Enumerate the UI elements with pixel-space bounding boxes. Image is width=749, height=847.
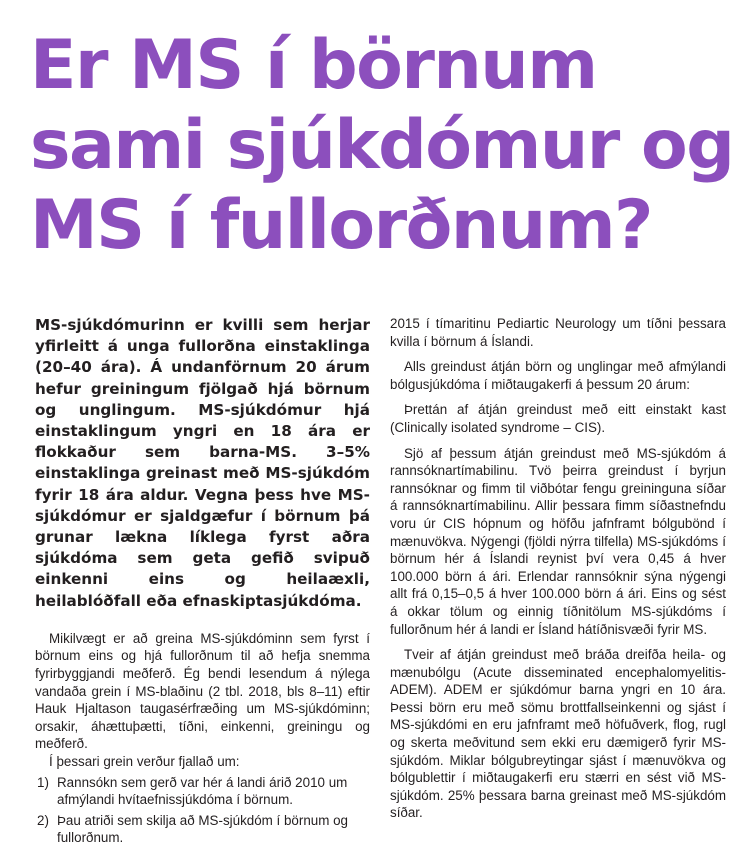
- list-item: [35, 812, 370, 847]
- list-number: 1): [37, 774, 49, 790]
- title-line: MS í fullorðnum?: [30, 186, 652, 265]
- list-item: [35, 774, 370, 809]
- left-column: [35, 315, 370, 847]
- body-paragraph: Mikilvægt er að greina MS-sjúkdóminn sem fyrst í börnum eins og hjá fullorðnum til að hefja snemma fyrirbyggjandi meðferð. Ég bendi lesendum á nýlega vandaða grein í MS-blaðinu (2 tbl. 2018, bls 8–11) eftir Hauk Hjaltason taugasérfræðing um MS-sjúkdóminn; orsakir, áhættuþætti, tíðni, einkenni, greiningu og meðferð.: [35, 630, 370, 752]
- body-paragraph: Þrettán af átján greindust með eitt einstakt kast (Clinically isolated syndrome – CIS).: [390, 402, 726, 435]
- right-column: [390, 315, 726, 822]
- lead-paragraph: MS-sjúkdómurinn er kvilli sem herjar yfirleitt á unga fullorðna einstaklinga (20–40 ára). Á undanförnum 20 árum hefur greiningum fjölgað hjá börnum og unglingum. MS-sjúkdómur hjá einstaklingum yngri en 18 ára er flokkaður sem barna-MS. 3–5% einstaklinga greinast með MS-sjúkdóm fyrir 18 ára aldur. Vegna þess hve MS-sjúkdómur er sjaldgæfur í börnum þá grunar lækna líklega fyrst aðra sjúkdóma sem geta gefið svipuð einkenni eins og heilaæxli, heilablóðfall eða efnaskiptasjúkdóma.: [35, 316, 370, 610]
- right-body: [390, 315, 726, 822]
- body-paragraph: Tveir af átján greindust með bráða dreifða heila- og mænubólgu (Acute disseminated encephalomyelitis-ADEM). ADEM er sjúkdómur barna yngri en 10 ára. Þessi börn eru með sömu brottfallseinkenni og sjást í MS-sjúkdómi en eru jafnframt með höfuðverk, flog, rugl og skerta meðvitund sem ekki eru dæmigerð fyrir MS-sjúkdóm. Miklar bólgubreytingar sjást í mænuvökva og bólgublettir í miðtaugakerfi eru stærri en sést við MS-sjúkdóm. 25% þessara barna greinast með MS-sjúkdóm síðar.: [390, 647, 726, 821]
- body-paragraph: Alls greindust átján börn og unglingar með afmýlandi bólgusjúkdóma í miðtaugakerfi á þessum 20 árum:: [390, 359, 726, 392]
- left-body: [35, 630, 370, 847]
- body-paragraph: 2015 í tímaritinu Pediartic Neurology um tíðni þessara kvilla í börnum á Íslandi.: [390, 316, 726, 349]
- title-line: sami sjúkdómur og: [30, 106, 734, 185]
- topic-list: [35, 774, 370, 847]
- article-title: [30, 26, 745, 266]
- list-intro: Í þessari grein verður fjallað um:: [49, 754, 240, 769]
- body-paragraph: Sjö af þessum átján greindust með MS-sjúkdóm á rannsóknartímabilinu. Tvö þeirra greindust í byrjun rannsóknar og fimm til viðbótar fengu greininguna síðar á rannsóknartímabilinu. Allir þessara fimm síðastnefndu voru úr CIS hópnum og höfðu jafnframt bólgubönd í mænuvökva. Nýgengi (fjöldi nýrra tilfella) MS-sjúkdóms í börnum hér á Íslandi reynist því vera 0,45 á hver 100.000 börn á ári. Erlendar rannsóknir sýna nýgengi allt frá 0,15–0,5 á hver 100.000 börn á ári. Eins og sést á okkar tölum og einnig tíðnitölum MS-sjúkdóms í fullorðnum hér á landi er Ísland hátíðnisvæði fyrir MS.: [390, 445, 726, 637]
- list-text: Rannsókn sem gerð var hér á landi árið 2010 um afmýlandi hvítaefnissjúkdóma í börnum.: [57, 774, 348, 808]
- list-number: 2): [37, 812, 49, 828]
- title-line: Er MS í börnum: [30, 26, 597, 105]
- list-text: Þau atriði sem skilja að MS-sjúkdóm í börnum og fullorðnum.: [57, 812, 348, 846]
